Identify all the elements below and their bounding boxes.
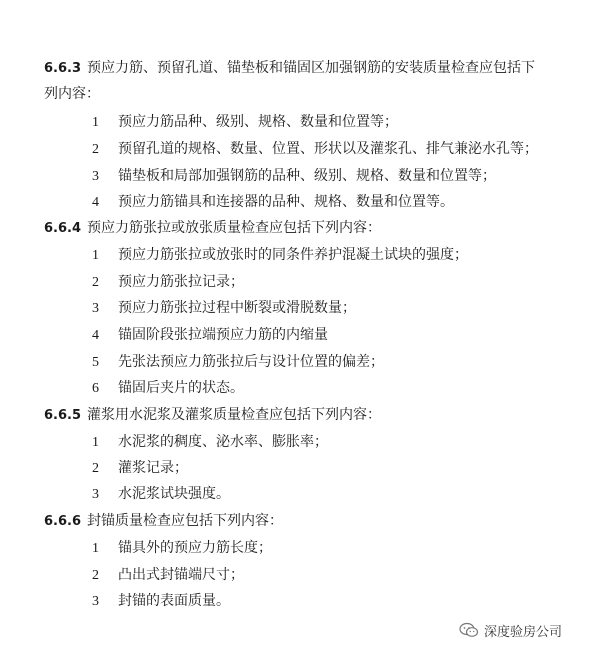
list-item-number: 1	[92, 541, 99, 556]
section-number: 6.6.3	[44, 61, 82, 76]
list-item-text: 预应力筋张拉或放张时的同条件养护混凝土试块的强度；	[118, 247, 468, 263]
list-item-number: 4	[92, 328, 99, 343]
list-item	[92, 484, 230, 505]
list-item-number: 1	[92, 435, 99, 450]
list-item-number: 1	[92, 248, 99, 263]
list-item-text: 锚固阶段张拉端预应力筋的内缩量	[118, 327, 328, 343]
list-item	[92, 378, 244, 399]
list-item-number: 5	[92, 355, 99, 370]
list-item-text: 封锚的表面质量。	[118, 593, 230, 609]
list-item	[92, 352, 384, 373]
watermark-text: 深度验房公司	[484, 624, 563, 640]
list-item-number: 3	[92, 301, 99, 316]
list-item	[92, 112, 398, 133]
list-item-number: 4	[92, 195, 99, 210]
list-item-number: 3	[92, 594, 99, 609]
list-item-text: 锚固后夹片的状态。	[118, 380, 244, 396]
list-item-text: 凸出式封锚端尺寸；	[118, 567, 244, 583]
section-heading	[44, 218, 381, 239]
list-item-number: 6	[92, 381, 99, 396]
list-item-number: 2	[92, 142, 99, 157]
list-item-text: 预应力筋品种、级别、规格、数量和位置等；	[118, 114, 398, 130]
list-item	[92, 139, 538, 160]
list-item-text: 水泥浆试块强度。	[118, 486, 230, 502]
list-item-text: 灌浆记录；	[118, 460, 188, 476]
list-item-text: 预应力筋张拉过程中断裂或滑脱数量；	[118, 300, 356, 316]
section-number: 6.6.4	[44, 221, 82, 236]
section-title: 灌浆用水泥浆及灌浆质量检查应包括下列内容：	[87, 407, 382, 423]
list-item	[92, 565, 244, 586]
list-item-text: 预应力筋锚具和连接器的品种、规格、数量和位置等。	[118, 194, 454, 210]
section-heading	[44, 511, 283, 532]
section-heading	[44, 405, 381, 426]
list-item-text: 锚具外的预应力筋长度；	[118, 540, 272, 556]
section-number: 6.6.6	[44, 514, 82, 529]
list-item-number: 2	[92, 275, 99, 290]
watermark	[459, 620, 562, 640]
list-item-text: 水泥浆的稠度、泌水率、膨胀率；	[118, 434, 328, 450]
section-heading	[44, 58, 535, 79]
section-title: 预应力筋张拉或放张质量检查应包括下列内容：	[87, 220, 382, 236]
list-item-text: 锚垫板和局部加强钢筋的品种、级别、规格、数量和位置等；	[118, 168, 496, 184]
list-item	[92, 432, 328, 453]
list-item-number: 1	[92, 115, 99, 130]
wechat-icon	[459, 622, 479, 638]
list-item-text: 预应力筋张拉记录；	[118, 274, 244, 290]
list-item	[92, 272, 244, 293]
section-title: 封锚质量检查应包括下列内容：	[87, 513, 284, 529]
list-item	[92, 245, 468, 266]
list-item	[92, 538, 272, 559]
list-item	[92, 298, 356, 319]
list-item	[92, 166, 496, 187]
list-item	[92, 325, 328, 346]
section-title: 预应力筋、预留孔道、锚垫板和锚固区加强钢筋的安装质量检查应包括下	[87, 60, 536, 76]
list-item-text: 先张法预应力筋张拉后与设计位置的偏差；	[118, 354, 384, 370]
list-item-number: 2	[92, 568, 99, 583]
section-number: 6.6.5	[44, 408, 82, 423]
list-item-number: 2	[92, 461, 99, 476]
list-item-text: 预留孔道的规格、数量、位置、形状以及灌浆孔、排气兼泌水孔等；	[118, 141, 538, 157]
list-item	[92, 192, 454, 213]
list-item	[92, 458, 188, 479]
list-item-number: 3	[92, 487, 99, 502]
list-item-number: 3	[92, 169, 99, 184]
section-title-continuation: 列内容：	[44, 86, 100, 102]
list-item	[92, 591, 230, 612]
